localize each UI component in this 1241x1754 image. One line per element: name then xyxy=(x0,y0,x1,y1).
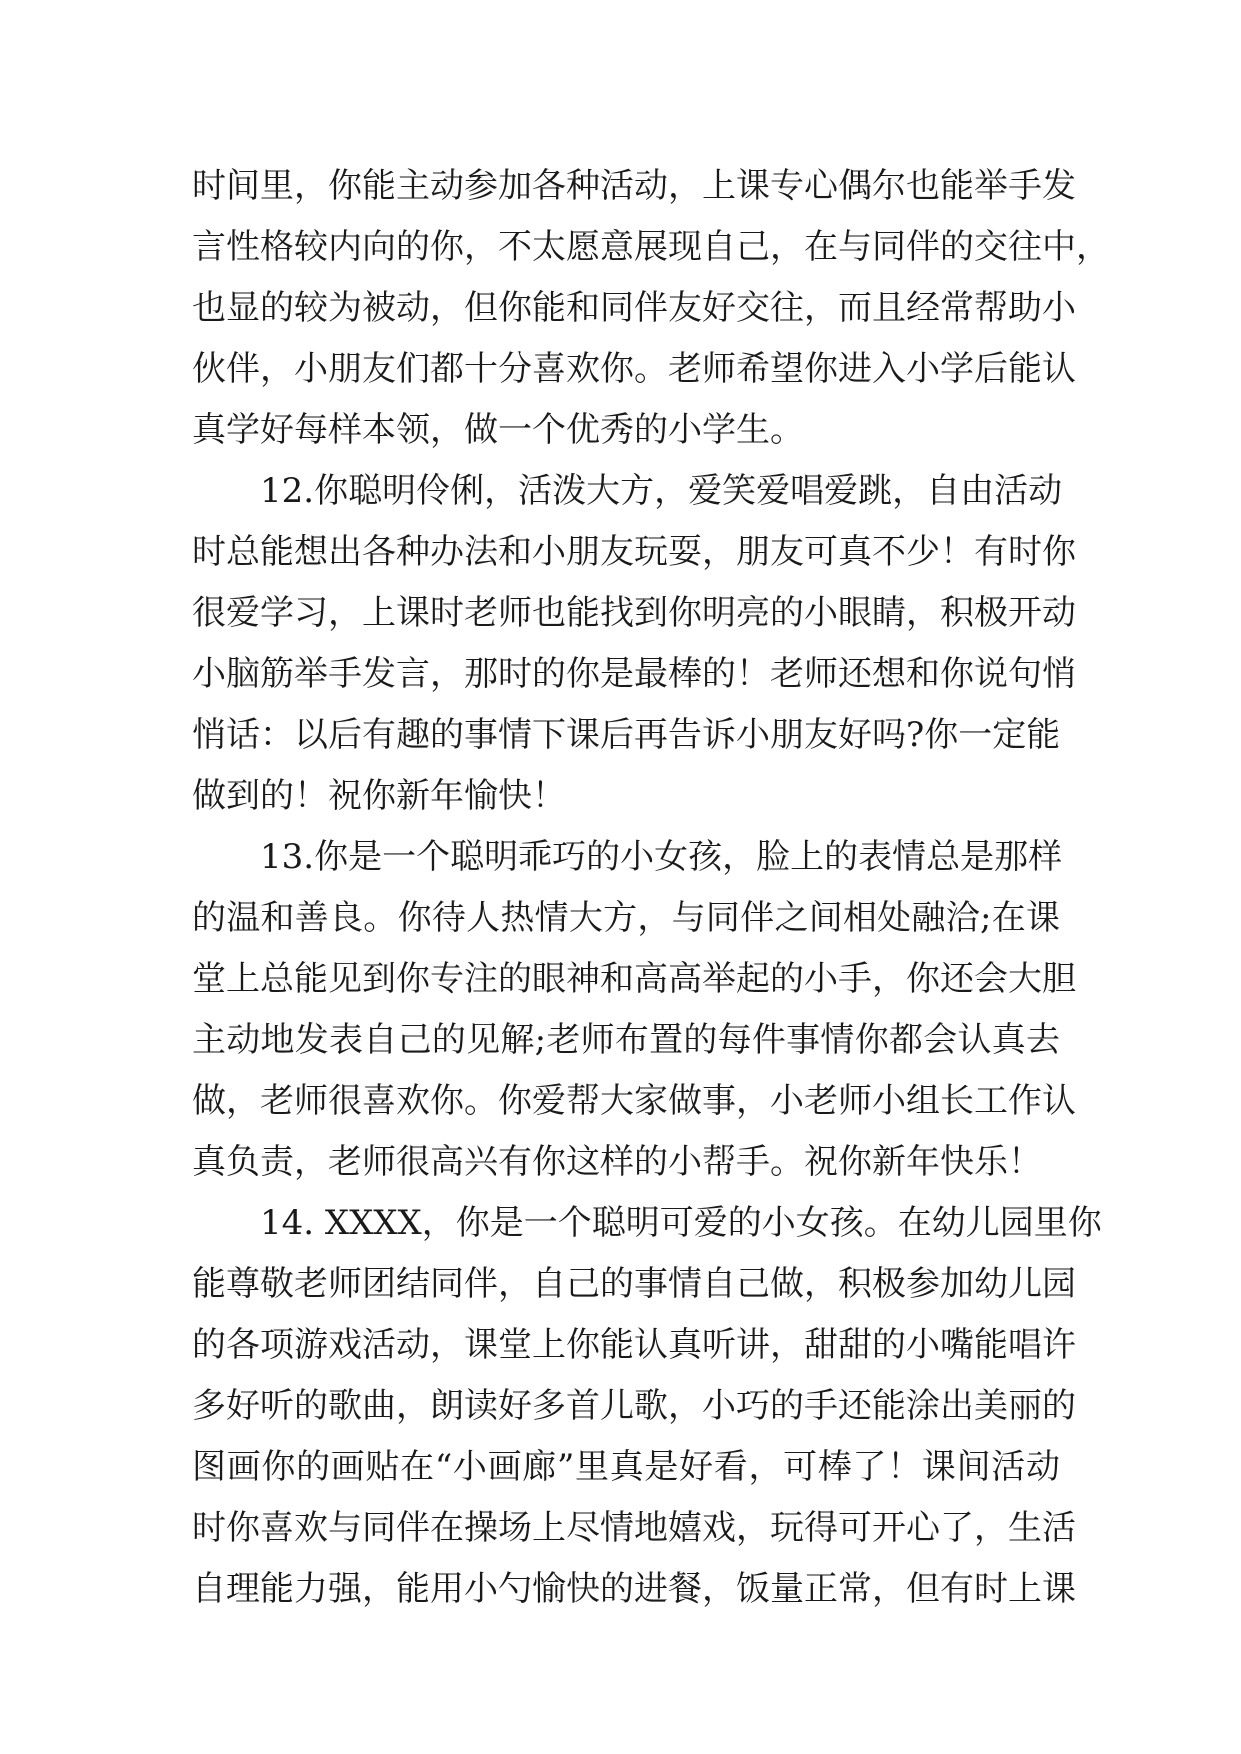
text-line: 真负责，老师很高兴有你这样的小帮手。祝你新年快乐！ xyxy=(192,1142,1042,1182)
text-line: 自理能力强，能用小勺愉快的进餐，饭量正常，但有时上课 xyxy=(192,1569,1076,1609)
text-line: 能尊敬老师团结同伴，自己的事情自己做，积极参加幼儿园 xyxy=(192,1264,1076,1304)
text-line: 伙伴，小朋友们都十分喜欢你。老师希望你进入小学后能认 xyxy=(192,349,1076,389)
text-line: 悄话：以后有趣的事情下课后再告诉小朋友好吗?你一定能 xyxy=(192,715,1061,755)
text-line: 言性格较内向的你，不太愿意展现自己，在与同伴的交往中， xyxy=(192,227,1110,267)
text-line: 图画你的画贴在“小画廊”里真是好看，可棒了！课间活动 xyxy=(192,1447,1060,1487)
document-body xyxy=(192,156,1110,1620)
text-line: 真学好每样本领，做一个优秀的小学生。 xyxy=(192,410,804,450)
text-line: 12.你聪明伶俐，活泼大方，爱笑爱唱爱跳，自由活动 xyxy=(260,471,1063,511)
text-line: 很爱学习，上课时老师也能找到你明亮的小眼睛，积极开动 xyxy=(192,593,1076,633)
text-line: 做到的！祝你新年愉快！ xyxy=(192,776,566,816)
text-line: 的温和善良。你待人热情大方，与同伴之间相处融洽;在课 xyxy=(192,898,1061,938)
text-line: 14. XXXX，你是一个聪明可爱的小女孩。在幼儿园里你 xyxy=(260,1203,1102,1243)
text-line: 时间里，你能主动参加各种活动，上课专心偶尔也能举手发 xyxy=(192,166,1076,206)
text-line: 堂上总能见到你专注的眼神和高高举起的小手，你还会大胆 xyxy=(192,959,1076,999)
text-line: 13.你是一个聪明乖巧的小女孩，脸上的表情总是那样 xyxy=(260,837,1063,877)
text-line: 的各项游戏活动，课堂上你能认真听讲，甜甜的小嘴能唱许 xyxy=(192,1325,1076,1365)
text-line: 时你喜欢与同伴在操场上尽情地嬉戏，玩得可开心了，生活 xyxy=(192,1508,1076,1548)
text-line: 多好听的歌曲，朗读好多首儿歌，小巧的手还能涂出美丽的 xyxy=(192,1386,1076,1426)
text-line: 做，老师很喜欢你。你爱帮大家做事，小老师小组长工作认 xyxy=(192,1081,1076,1121)
text-line: 也显的较为被动，但你能和同伴友好交往，而且经常帮助小 xyxy=(192,288,1076,328)
text-line: 小脑筋举手发言，那时的你是最棒的！老师还想和你说句悄 xyxy=(192,654,1076,694)
text-line: 主动地发表自己的见解;老师布置的每件事情你都会认真去 xyxy=(192,1020,1060,1060)
text-line: 时总能想出各种办法和小朋友玩耍，朋友可真不少！有时你 xyxy=(192,532,1076,572)
